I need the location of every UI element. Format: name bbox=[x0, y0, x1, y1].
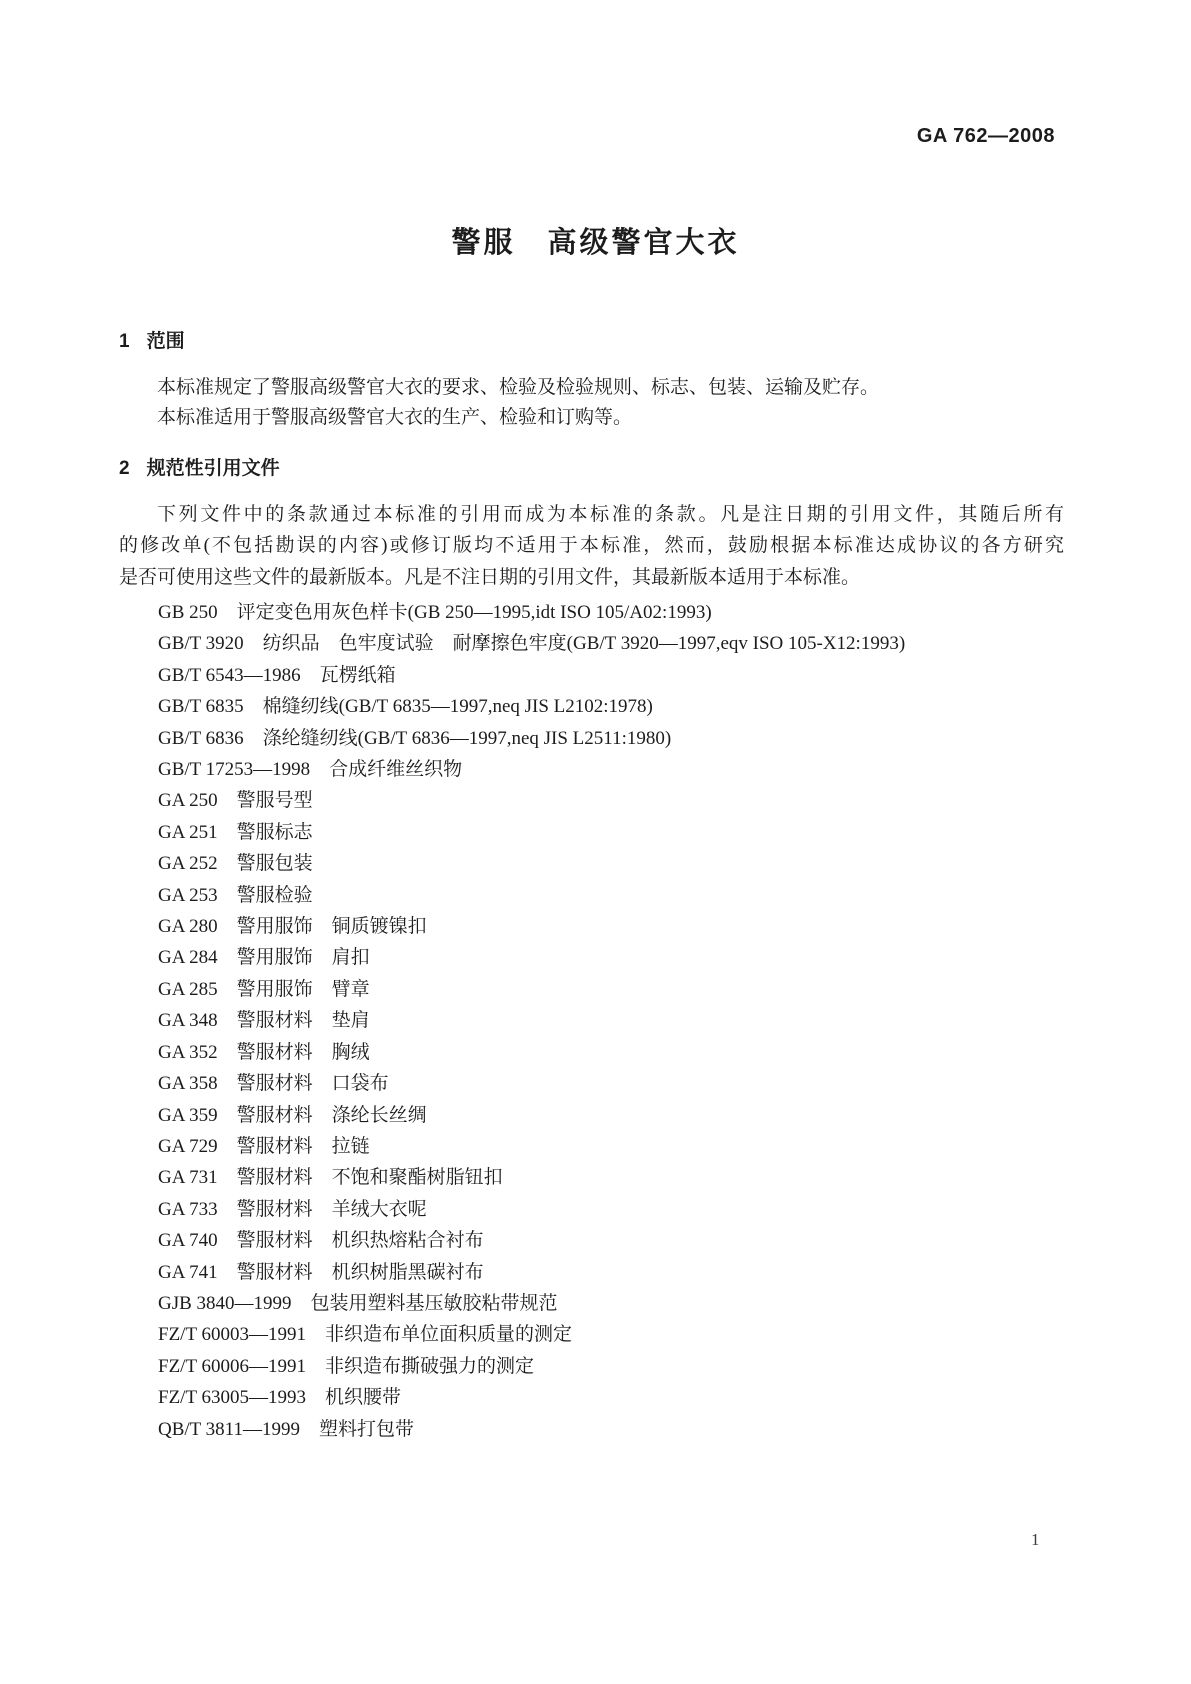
section-2-number: 2 bbox=[119, 458, 130, 479]
intro-line: 是否可使用这些文件的最新版本。凡是不注日期的引用文件，其最新版本适用于本标准。 bbox=[119, 566, 861, 588]
reference-item: GA 251 警服标志 bbox=[158, 821, 313, 843]
reference-item: GB/T 6835 棉缝纫线(GB/T 6835—1997,neq JIS L2102:1978) bbox=[158, 696, 653, 718]
normative-references-intro bbox=[119, 499, 1064, 593]
reference-item: GB/T 6543—1986 瓦楞纸箱 bbox=[158, 664, 396, 686]
reference-item: GA 252 警服包装 bbox=[158, 853, 313, 875]
reference-item: GA 253 警服检验 bbox=[158, 884, 313, 906]
page-number: 1 bbox=[1031, 1530, 1040, 1549]
reference-item: FZ/T 60006—1991 非织造布撕破强力的测定 bbox=[158, 1355, 534, 1377]
reference-item: GA 348 警服材料 垫肩 bbox=[158, 1010, 370, 1032]
reference-item: GA 352 警服材料 胸绒 bbox=[158, 1041, 370, 1063]
document-title: 警服 高级警官大衣 bbox=[451, 227, 740, 259]
reference-item: GA 358 警服材料 口袋布 bbox=[158, 1073, 389, 1095]
reference-item: GA 250 警服号型 bbox=[158, 790, 313, 812]
reference-item: GA 359 警服材料 涤纶长丝绸 bbox=[158, 1104, 427, 1126]
reference-item: GA 733 警服材料 羊绒大衣呢 bbox=[158, 1198, 427, 1220]
reference-item: QB/T 3811—1999 塑料打包带 bbox=[158, 1418, 414, 1440]
reference-item: FZ/T 60003—1991 非织造布单位面积质量的测定 bbox=[158, 1324, 572, 1346]
reference-item: GA 731 警服材料 不饱和聚酯树脂钮扣 bbox=[158, 1167, 503, 1189]
scope-paragraph-1: 本标准规定了警服高级警官大衣的要求、检验及检验规则、标志、包装、运输及贮存。 bbox=[157, 377, 880, 398]
standard-number: GA 762—2008 bbox=[916, 125, 1055, 147]
reference-item: GB 250 评定变色用灰色样卡(GB 250—1995,idt ISO 105/A02:1993) bbox=[158, 602, 712, 623]
intro-line: 下列文件中的条款通过本标准的引用而成为本标准的条款。凡是注日期的引用文件，其随后所有 bbox=[157, 504, 1064, 525]
reference-item: GA 729 警服材料 拉链 bbox=[158, 1135, 370, 1157]
reference-list bbox=[119, 597, 1064, 1445]
section-1-heading bbox=[119, 329, 1064, 355]
section-2-title: 规范性引用文件 bbox=[146, 458, 280, 479]
scope-paragraph-2: 本标准适用于警服高级警官大衣的生产、检验和订购等。 bbox=[157, 407, 633, 428]
intro-line: 的修改单(不包括勘误的内容)或修订版均不适用于本标准，然而，鼓励根据本标准达成协议的各方研究 bbox=[119, 535, 1064, 557]
reference-item: GB/T 6836 涤纶缝纫线(GB/T 6836—1997,neq JIS L2511:1980) bbox=[158, 727, 672, 749]
section-1-number: 1 bbox=[119, 331, 130, 352]
reference-item: GA 741 警服材料 机织树脂黑碳衬布 bbox=[158, 1261, 484, 1283]
reference-item: GJB 3840—1999 包装用塑料基压敏胶粘带规范 bbox=[158, 1292, 558, 1314]
reference-item: GA 740 警服材料 机织热熔粘合衬布 bbox=[158, 1230, 484, 1252]
reference-item: GB/T 17253—1998 合成纤维丝织物 bbox=[158, 759, 463, 781]
reference-item: GB/T 3920 纺织品 色牢度试验 耐摩擦色牢度(GB/T 3920—1997,eqv ISO 105-X12:1993) bbox=[158, 633, 906, 655]
reference-item: FZ/T 63005—1993 机织腰带 bbox=[158, 1387, 401, 1409]
section-1-title: 范围 bbox=[146, 331, 185, 352]
reference-item: GA 285 警用服饰 臂章 bbox=[158, 978, 370, 1000]
reference-item: GA 280 警用服饰 铜质镀镍扣 bbox=[158, 916, 427, 938]
reference-item: GA 284 警用服饰 肩扣 bbox=[158, 947, 370, 969]
section-2-heading bbox=[119, 456, 1064, 482]
